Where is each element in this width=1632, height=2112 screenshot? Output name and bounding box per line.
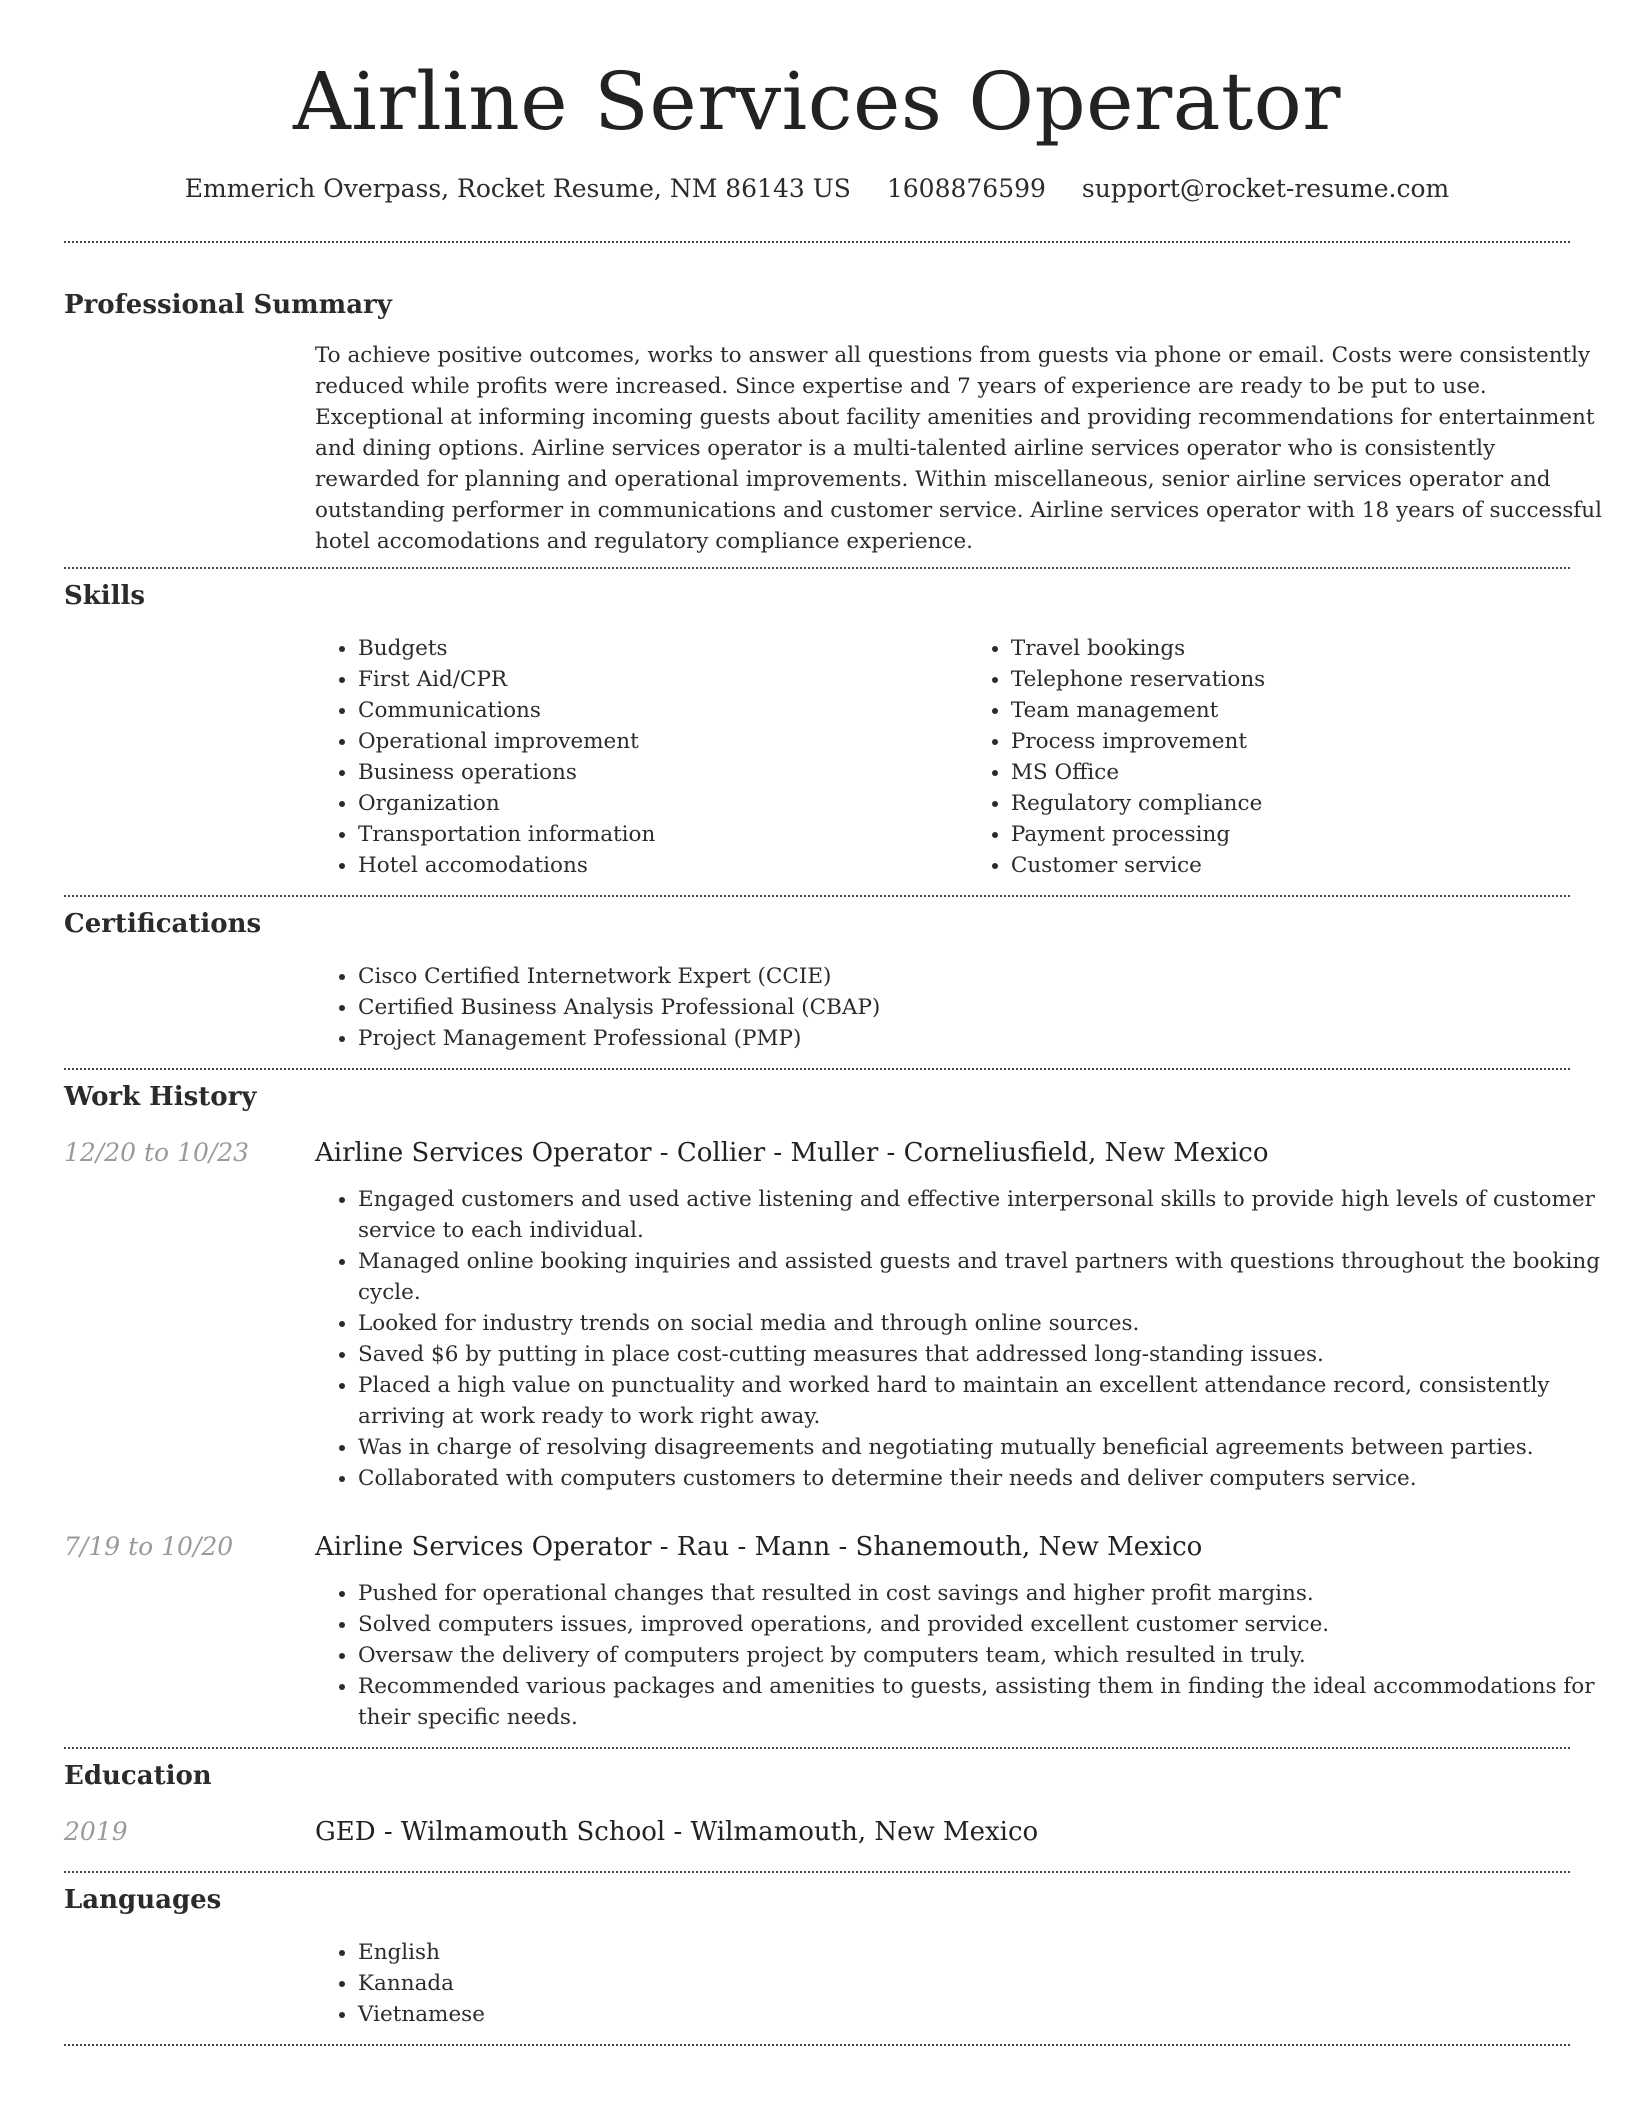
job-dates: 7/19 to 10/20	[64, 1532, 234, 1561]
list-item: • Budgets	[358, 633, 968, 664]
languages-list	[315, 1937, 1605, 2030]
list-item: • Managed online booking inquiries and assisted guests and travel partners with questions throughout the booking cycle.	[358, 1246, 1605, 1308]
job-bullets	[315, 1578, 1605, 1733]
contact-phone: 1608876599	[886, 174, 1046, 203]
list-item: • Business operations	[358, 757, 968, 788]
list-item: • Kannada	[358, 1968, 1605, 1999]
list-item: • Certified Business Analysis Professional (CBAP)	[358, 992, 1605, 1023]
work-history-heading: Work History	[64, 1082, 257, 1112]
list-item: • First Aid/CPR	[358, 664, 968, 695]
list-item: • Communications	[358, 695, 968, 726]
list-item: • Placed a high value on punctuality and worked hard to maintain an excellent attendance record, consistently arriving at work ready to work right away.	[358, 1370, 1605, 1432]
skills-list-right	[968, 633, 1605, 881]
list-item: • Vietnamese	[358, 1999, 1605, 2030]
summary-heading: Professional Summary	[64, 290, 392, 320]
list-item: • Collaborated with computers customers to determine their needs and deliver computers service.	[358, 1463, 1605, 1494]
list-item: • Saved $6 by putting in place cost-cutting measures that addressed long-standing issues.	[358, 1339, 1605, 1370]
job-entry	[64, 1530, 1595, 1747]
list-item: • Team management	[1011, 695, 1605, 726]
work-history-section	[64, 1070, 1600, 1747]
summary-text: To achieve positive outcomes, works to answer all questions from guests via phone or email. Costs were consistently reduced while profits were increased. Since expertise and 7 years of experience are ready to be put to use. Exceptional at informing incoming guests about facility amenities and providing recommendations for entertainment and dining options. Airline services operator is a multi-talented airline services operator who is consistently rewarded for planning and operational improvements. Within miscellaneous, senior airline services operator and outstanding performer in communications and customer service. Airline services operator with 18 years of successful hotel accomodations and regulatory compliance experience.	[315, 343, 1602, 554]
education-heading-line: GED - Wilmamouth School - Wilmamouth, New Mexico	[315, 1817, 1039, 1847]
list-item: • Oversaw the delivery of computers project by computers team, which resulted in truly.	[358, 1640, 1605, 1671]
list-item: • Customer service	[1011, 850, 1605, 881]
list-item: • Looked for industry trends on social media and through online sources.	[358, 1308, 1605, 1339]
list-item: • Travel bookings	[1011, 633, 1605, 664]
list-item: • Telephone reservations	[1011, 664, 1605, 695]
contact-address: Emmerich Overpass, Rocket Resume, NM 86143 US	[184, 174, 851, 203]
contact-line	[64, 172, 1570, 206]
job-heading: Airline Services Operator - Rau - Mann - Shanemouth, New Mexico	[315, 1532, 1203, 1562]
list-item: • MS Office	[1011, 757, 1605, 788]
education-heading: Education	[64, 1761, 212, 1791]
job-dates: 12/20 to 10/23	[64, 1138, 250, 1167]
skills-section	[64, 569, 1570, 895]
section-divider	[64, 2044, 1570, 2046]
list-item: • English	[358, 1937, 1605, 1968]
list-item: • Regulatory compliance	[1011, 788, 1605, 819]
certifications-section	[64, 897, 1570, 1068]
list-item: • Was in charge of resolving disagreements and negotiating mutually beneficial agreements between parties.	[358, 1432, 1605, 1463]
skills-heading: Skills	[64, 581, 146, 611]
languages-section	[64, 1873, 1570, 2044]
list-item: • Recommended various packages and amenities to guests, assisting them in finding the ideal accommodations for their specific needs.	[358, 1671, 1605, 1733]
list-item: • Process improvement	[1011, 726, 1605, 757]
list-item: • Organization	[358, 788, 968, 819]
list-item: • Project Management Professional (PMP)	[358, 1023, 1605, 1054]
skills-list-left	[315, 633, 968, 881]
resume-page	[64, 0, 1602, 2046]
certifications-list	[315, 961, 1605, 1054]
education-section	[64, 1749, 1570, 1871]
languages-heading: Languages	[64, 1885, 222, 1915]
list-item: • Cisco Certified Internetwork Expert (CCIE)	[358, 961, 1605, 992]
job-heading: Airline Services Operator - Collier - Muller - Corneliusfield, New Mexico	[315, 1138, 1269, 1168]
certifications-heading: Certifications	[64, 909, 262, 939]
list-item: • Hotel accomodations	[358, 850, 968, 881]
list-item: • Payment processing	[1011, 819, 1605, 850]
list-item: • Transportation information	[358, 819, 968, 850]
list-item: • Operational improvement	[358, 726, 968, 757]
candidate-name: Airline Services Operator	[292, 55, 1341, 148]
job-bullets	[315, 1184, 1605, 1494]
contact-email: support@rocket-resume.com	[1081, 174, 1450, 203]
list-item: • Pushed for operational changes that resulted in cost savings and higher profit margins.	[358, 1578, 1605, 1609]
education-year: 2019	[64, 1817, 128, 1846]
list-item: • Engaged customers and used active listening and effective interpersonal skills to provide high levels of customer service to each individual.	[358, 1184, 1605, 1246]
summary-section	[64, 243, 1602, 567]
list-item: • Solved computers issues, improved operations, and provided excellent customer service.	[358, 1609, 1605, 1640]
job-entry	[64, 1136, 1600, 1494]
